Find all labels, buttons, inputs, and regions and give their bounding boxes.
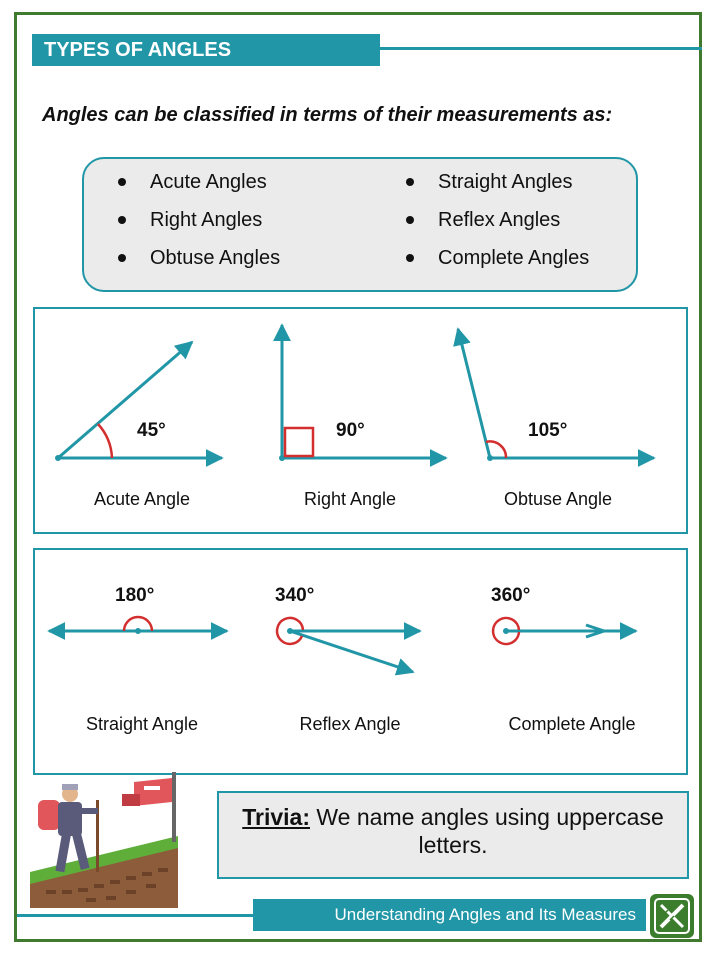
acute-angle-degree: 45° (137, 420, 166, 441)
complete-angle-figure (491, 585, 636, 734)
hiker-illustration (26, 772, 186, 912)
right-angle-degree: 90° (336, 420, 365, 441)
list-item: Acute Angles (110, 169, 280, 207)
angles-panel-2 (33, 548, 688, 775)
acute-angle-arc (98, 424, 112, 458)
trivia-box (217, 791, 689, 879)
angles-diagram-1 (35, 309, 686, 532)
list-item: Straight Angles (398, 169, 589, 207)
right-angle-label: Right Angle (303, 489, 397, 509)
angles-diagram-2 (35, 550, 686, 773)
angle-types-list-left (110, 169, 280, 283)
right-angle-square (285, 428, 313, 456)
angles-panel-1 (33, 307, 688, 534)
intro-text: Angles can be classified in terms of their measurements as: (42, 104, 613, 126)
list-item: Right Angles (110, 207, 280, 245)
obtuse-angle-label: Obtuse Angle (503, 489, 613, 509)
reflex-angle-degree: 340° (275, 585, 315, 606)
list-item: Reflex Angles (398, 207, 589, 245)
obtuse-angle-degree: 105° (528, 420, 568, 441)
complete-angle-label: Complete Angle (508, 714, 636, 734)
obtuse-angle-figure (458, 329, 654, 509)
straight-angle-label: Straight Angle (85, 714, 199, 734)
acute-angle-figure (55, 342, 222, 509)
reflex-angle-label: Reflex Angle (299, 714, 401, 734)
footer-title: Understanding Angles and Its Measures (253, 899, 646, 931)
title-divider (380, 47, 702, 50)
straight-angle-figure (49, 585, 227, 734)
complete-angle-degree: 360° (491, 585, 531, 606)
acute-angle-label: Acute Angle (93, 489, 191, 509)
reflex-angle-figure (275, 585, 420, 734)
right-angle-figure (279, 325, 446, 509)
section-title: TYPES OF ANGLES (32, 34, 380, 66)
trivia-label: Trivia: (242, 804, 310, 830)
angle-types-box (82, 157, 638, 292)
straight-angle-degree: 180° (115, 585, 155, 606)
trivia-text: We name angles using uppercase letters. (316, 804, 664, 858)
list-item: Complete Angles (398, 245, 589, 283)
list-item: Obtuse Angles (110, 245, 280, 283)
pencil-ruler-logo-icon (650, 894, 694, 938)
angle-types-list-right (398, 169, 589, 283)
footer-divider (17, 914, 253, 917)
